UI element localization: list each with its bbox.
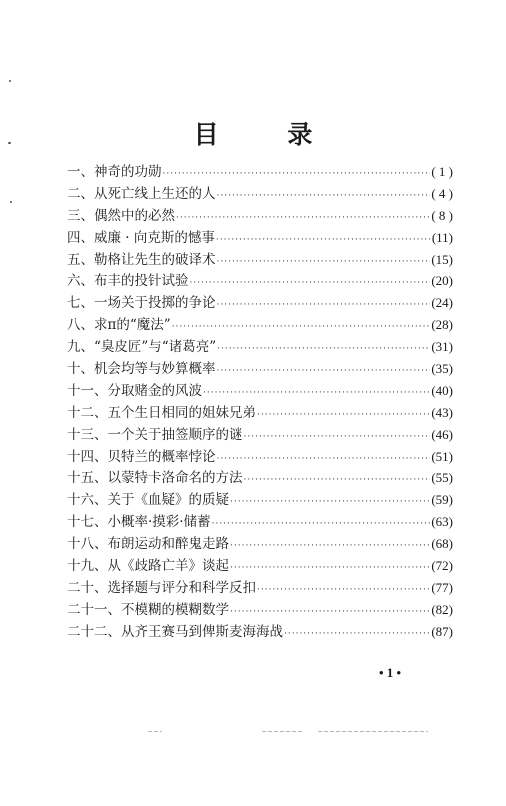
toc-entry [67, 161, 453, 183]
toc-entry-number: 十三、 [67, 426, 108, 443]
toc-entry [67, 424, 453, 446]
toc-entry-title: 以蒙特卡洛命名的方法 [107, 470, 243, 487]
toc-entry-title: 求π的“魔法” [94, 317, 171, 334]
toc-entry-page: (87) [431, 623, 453, 639]
toc-entry-page: (43) [431, 404, 453, 420]
toc-entry-title: 五个生日相同的姐妹兄弟 [107, 404, 256, 421]
toc-entry-number: 三、 [67, 207, 94, 224]
toc-entry-number: 二、 [67, 185, 94, 202]
toc-entry [67, 467, 453, 489]
toc-entry-title: 神奇的功勋 [94, 164, 162, 180]
toc-entry-page: (46) [431, 426, 453, 442]
toc-entry-page: (11) [431, 229, 453, 245]
toc-dot-leader [176, 208, 430, 230]
toc-dot-leader [217, 252, 431, 274]
toc-entry [67, 358, 453, 380]
toc-entry [67, 533, 453, 555]
toc-dot-leader [244, 470, 431, 492]
toc-dot-leader [217, 361, 431, 383]
toc-dot-leader [244, 427, 431, 449]
toc-entry-page: (15) [431, 251, 453, 267]
toc-entry [67, 380, 453, 402]
toc-entry-page: (51) [431, 448, 453, 464]
toc-entry [67, 270, 453, 292]
toc-dot-leader [230, 536, 430, 558]
toc-entry-title: 从齐王赛马到俾斯麦海海战 [121, 623, 283, 640]
toc-entry-number: 一、 [67, 164, 94, 180]
toc-entry-page: (59) [431, 492, 453, 508]
toc-entry-number: 七、 [67, 295, 94, 312]
toc-entry-title: 不模糊的模糊数学 [121, 601, 229, 618]
toc-entry-page: (40) [431, 382, 453, 398]
toc-entry-title: 从死亡线上生还的人 [94, 185, 216, 202]
toc-entry-title: 威廉 · 向克斯的憾事 [94, 229, 215, 246]
scan-speck [9, 80, 11, 82]
toc-entry-title: 分取赌金的风波 [107, 382, 202, 399]
toc-dot-leader [217, 449, 431, 471]
toc-entry-page: (28) [431, 317, 453, 333]
toc-entry [67, 292, 453, 314]
toc-entry-number: 十八、 [67, 536, 108, 553]
toc-dot-leader [217, 186, 431, 208]
toc-entry [67, 227, 453, 249]
toc-entry-page: (24) [431, 295, 453, 311]
toc-entry-number: 八、 [67, 317, 94, 334]
toc-entry [67, 205, 453, 227]
toc-entry-title: 一场关于投掷的争论 [94, 295, 216, 312]
toc-entry-page: (31) [431, 339, 453, 355]
toc-entry [67, 621, 453, 643]
scan-artifact-line [318, 731, 428, 732]
toc-entry-title: 勒格让先生的破译术 [94, 251, 216, 268]
toc-dot-leader [230, 492, 430, 514]
table-of-contents [67, 161, 453, 643]
toc-entry-title: 机会均等与妙算概率 [94, 361, 216, 378]
toc-entry-page: (55) [431, 470, 453, 486]
toc-entry-number: 二十一、 [67, 601, 121, 618]
toc-entry-number: 四、 [67, 229, 94, 246]
toc-dot-leader [230, 558, 430, 580]
toc-entry-title: 小概率·摸彩·储蓄 [107, 514, 211, 531]
toc-entry-page: (63) [431, 514, 453, 530]
toc-entry-number: 十九、 [67, 558, 108, 575]
toc-entry-title: 偶然中的必然 [94, 207, 175, 224]
toc-entry [67, 183, 453, 205]
toc-entry-number: 六、 [67, 273, 94, 290]
toc-dot-leader [217, 339, 430, 361]
toc-dot-leader [172, 317, 431, 339]
toc-entry-page: ( 4 ) [431, 185, 453, 201]
toc-entry-number: 十二、 [67, 404, 108, 421]
toc-entry-title: “臭皮匠”与“诸葛亮” [94, 339, 217, 356]
toc-entry-number: 十、 [67, 361, 94, 378]
toc-entry-title: 从《歧路亡羊》谈起 [107, 558, 229, 575]
toc-dot-leader [190, 273, 431, 295]
toc-dot-leader [212, 514, 431, 536]
toc-entry-number: 二十二、 [67, 623, 121, 640]
toc-entry-page: ( 8 ) [431, 207, 453, 223]
toc-entry [67, 577, 453, 599]
page-title: 目 录 [193, 119, 343, 149]
scan-artifact-line [148, 731, 162, 732]
toc-entry-page: (68) [431, 536, 453, 552]
toc-entry-number: 十六、 [67, 492, 108, 509]
toc-dot-leader [257, 405, 430, 427]
toc-entry [67, 489, 453, 511]
page-number: • 1 • [378, 665, 402, 680]
toc-dot-leader [284, 624, 430, 646]
toc-dot-leader [217, 295, 431, 317]
toc-entry [67, 336, 453, 358]
toc-entry-number: 二十、 [67, 579, 108, 596]
toc-entry-title: 一个关于抽签顺序的谜 [107, 426, 243, 443]
toc-entry-number: 十五、 [67, 470, 108, 487]
toc-entry-title: 贝特兰的概率悖论 [107, 448, 216, 465]
toc-entry-page: (72) [431, 558, 453, 574]
toc-entry [67, 555, 453, 577]
toc-entry [67, 249, 453, 271]
toc-entry-number: 十七、 [67, 514, 108, 531]
toc-entry-page: (82) [431, 601, 453, 617]
scan-speck [10, 201, 12, 203]
toc-entry-number: 九、 [67, 339, 94, 356]
toc-dot-leader [203, 383, 430, 405]
toc-entry [67, 599, 453, 621]
toc-entry-title: 布丰的投针试验 [94, 273, 189, 290]
toc-dot-leader [216, 230, 431, 252]
toc-entry-page: (35) [431, 361, 453, 377]
toc-entry-page: (20) [431, 273, 453, 289]
toc-dot-leader [257, 580, 430, 602]
toc-entry-number: 十一、 [67, 382, 108, 399]
toc-entry [67, 511, 453, 533]
toc-entry-title: 选择题与评分和科学反扣 [107, 579, 256, 596]
toc-entry [67, 446, 453, 468]
toc-dot-leader [230, 602, 430, 624]
toc-entry-title: 布朗运动和醉鬼走路 [107, 536, 229, 553]
toc-entry-number: 五、 [67, 251, 94, 268]
scan-artifact-line [262, 731, 302, 732]
toc-entry-page: ( 1 ) [431, 164, 453, 179]
toc-entry-page: (77) [431, 579, 453, 595]
toc-entry [67, 314, 453, 336]
toc-entry-number: 十四、 [67, 448, 108, 465]
toc-entry [67, 402, 453, 424]
toc-dot-leader [163, 164, 431, 186]
toc-entry-title: 关于《血疑》的质疑 [107, 492, 229, 509]
